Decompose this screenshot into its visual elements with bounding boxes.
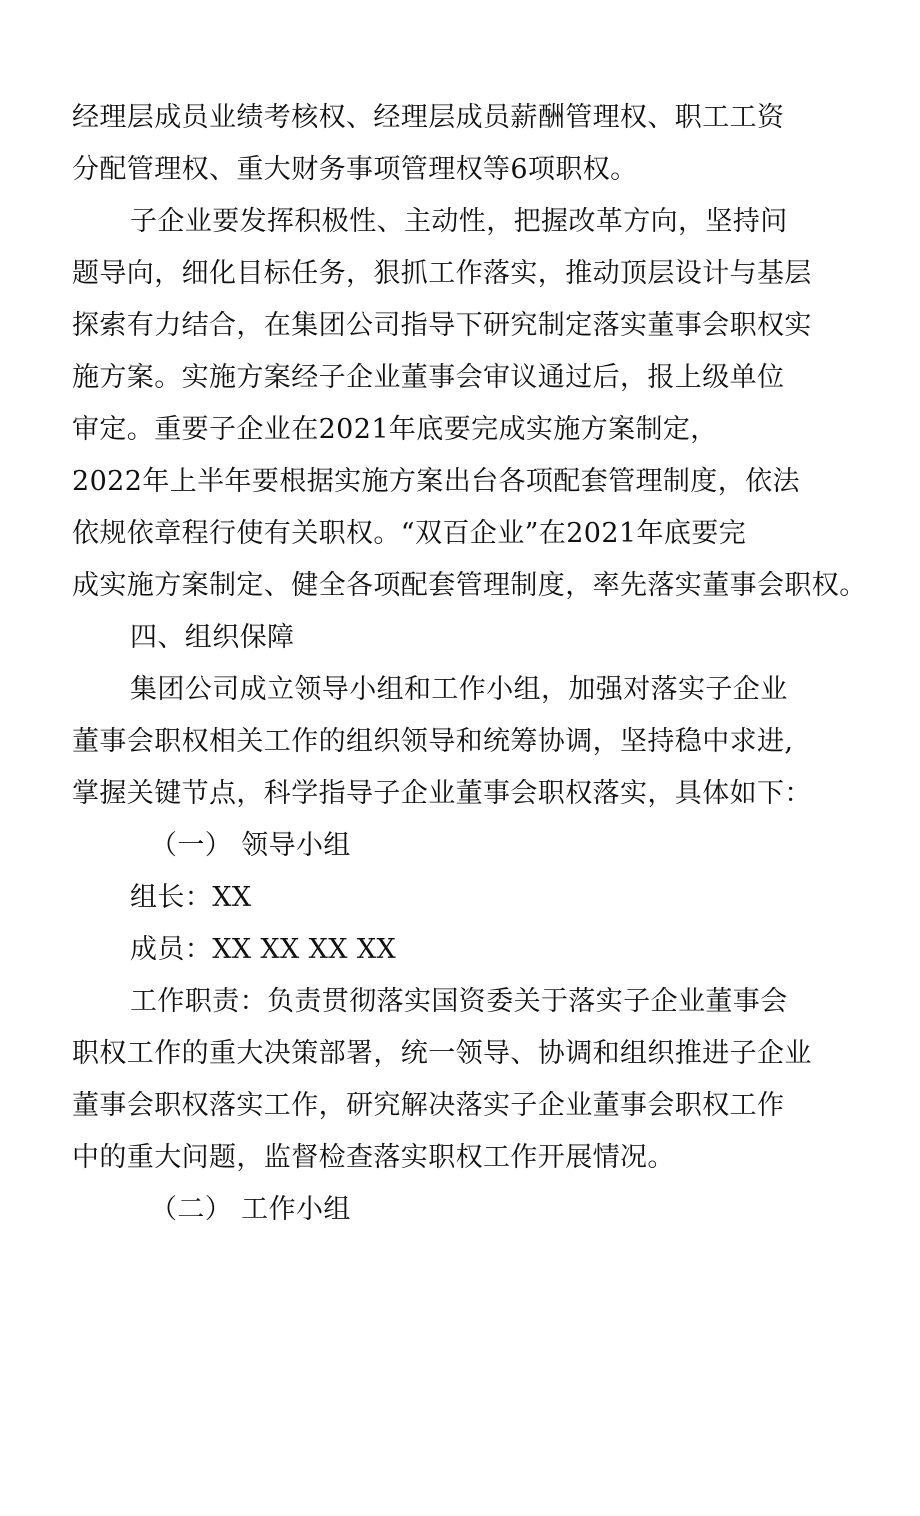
text-line-5: 探索有力结合，在集团公司指导下研究制定落实董事会职权实 (72, 310, 812, 341)
text-line-2: 分配管理权、重大财务事项管理权等6项职权。 (72, 154, 638, 185)
text-line-9: 依规依章程行使有关职权。“双百企业”在2021年底要完 (72, 518, 747, 549)
subheading-leadership-group: （一） 领导小组 (150, 830, 351, 861)
text-line-3: 子企业要发挥积极性、主动性，把握改革方向，坚持问 (130, 206, 788, 237)
text-line-20: 董事会职权落实工作，研究解决落实子企业董事会职权工作 (72, 1090, 785, 1121)
text-line-1: 经理层成员业绩考核权、经理层成员薪酬管理权、职工工资 (72, 102, 785, 133)
group-members: 成员：XX XX XX XX (130, 934, 397, 965)
text-line-13: 董事会职权相关工作的组织领导和统筹协调，坚持稳中求进, (72, 726, 794, 757)
text-line-18: 工作职责：负责贯彻落实国资委关于落实子企业董事会 (130, 986, 788, 1017)
text-line-7: 审定。重要子企业在2021年底要完成实施方案制定， (72, 414, 718, 445)
text-line-19: 职权工作的重大决策部署，统一领导、协调和组织推进子企业 (72, 1038, 812, 1069)
text-line-21: 中的重大问题，监督检查落实职权工作开展情况。 (72, 1142, 675, 1173)
text-line-8: 2022年上半年要根据实施方案出台各项配套管理制度，依法 (72, 466, 800, 497)
text-line-4: 题导向，细化目标任务，狠抓工作落实，推动顶层设计与基层 (72, 258, 812, 289)
text-line-12: 集团公司成立领导小组和工作小组，加强对落实子企业 (130, 674, 788, 705)
subheading-working-group: （二） 工作小组 (150, 1194, 351, 1225)
text-line-10: 成实施方案制定、健全各项配套管理制度，率先落实董事会职权。 (72, 570, 867, 601)
group-leader: 组长：XX (130, 882, 252, 913)
text-line-14: 掌握关键节点，科学指导子企业董事会职权落实，具体如下： (72, 778, 812, 809)
section-heading: 四、组织保障 (130, 622, 295, 653)
text-line-6: 施方案。实施方案经子企业董事会审议通过后，报上级单位 (72, 362, 785, 393)
